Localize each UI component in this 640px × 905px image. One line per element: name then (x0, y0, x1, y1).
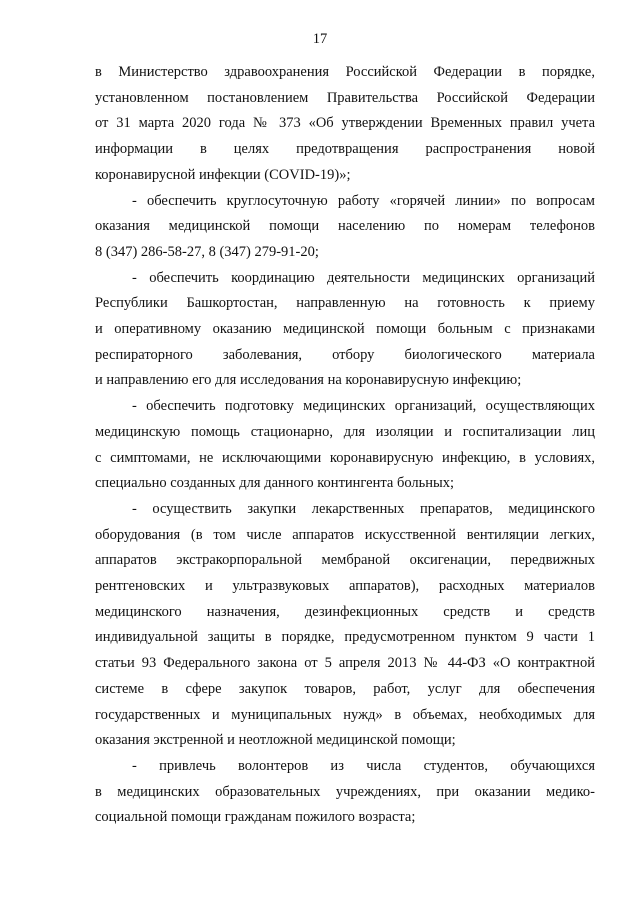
text-line: информации в целях предотвращения распространения новой (95, 141, 595, 158)
text-line: - обеспечить подготовку медицинских организаций, осуществляющих (132, 398, 595, 415)
text-line: специально созданных для данного контингента больных; (95, 475, 455, 492)
text-line: социальной помощи гражданам пожилого возраста; (95, 809, 416, 826)
text-line: оборудования (в том числе аппаратов искусственной вентиляции легких, (95, 526, 595, 543)
text-line: рентгеновских и ультразвуковых аппаратов), расходных материалов (95, 578, 595, 595)
text-line: - обеспечить координацию деятельности медицинских организаций (132, 269, 595, 286)
text-line: оказания экстренной и неотложной медицинской помощи; (95, 732, 456, 749)
text-line: с симптомами, не исключающими коронавирусную инфекцию, в условиях, (95, 449, 595, 466)
document-body (95, 60, 595, 831)
paragraph (95, 497, 595, 754)
text-line: системе в сфере закупок товаров, работ, услуг для обеспечения (95, 680, 595, 697)
text-line: государственных и муниципальных нужд» в объемах, необходимых для (95, 706, 595, 723)
paragraph (95, 754, 595, 831)
text-line: оказания медицинской помощи населению по номерам телефонов (95, 218, 595, 235)
paragraph (95, 394, 595, 497)
text-line: аппаратов экстракорпоральной мембраной оксигенации, передвижных (95, 552, 595, 569)
text-line: в медицинских образовательных учреждениях, при оказании медико- (95, 783, 595, 800)
text-line: установленном постановлением Правительства Российской Федерации (95, 89, 595, 106)
text-line: - привлечь волонтеров из числа студентов, обучающихся (132, 757, 595, 774)
text-line: - обеспечить круглосуточную работу «горячей линии» по вопросам (132, 192, 595, 209)
paragraph (95, 266, 595, 395)
page-number: 17 (312, 31, 328, 47)
paragraph (95, 189, 595, 266)
text-line: - осуществить закупки лекарственных препаратов, медицинского (132, 500, 595, 517)
text-line: и направлению его для исследования на коронавирусную инфекцию; (95, 372, 522, 389)
text-line: 8 (347) 286-58-27, 8 (347) 279-91-20; (95, 243, 319, 260)
text-line: и оперативному оказанию медицинской помощи больным с признаками (95, 321, 595, 338)
paragraph (95, 60, 595, 189)
text-line: медицинскую помощь стационарно, для изоляции и госпитализации лиц (95, 423, 595, 440)
text-line: индивидуальной защиты в порядке, предусмотренном пунктом 9 части 1 (95, 629, 595, 646)
text-line: Республики Башкортостан, направленную на готовность к приему (95, 295, 595, 312)
text-line: статьи 93 Федерального закона от 5 апреля 2013 № 44-ФЗ «О контрактной (95, 655, 595, 672)
text-line: в Министерство здравоохранения Российской Федерации в порядке, (95, 64, 595, 80)
text-line: коронавирусной инфекции (COVID-19)»; (95, 166, 351, 183)
text-line: от 31 марта 2020 года № 373 «Об утверждении Временных правил учета (95, 115, 595, 132)
text-line: медицинского назначения, дезинфекционных средств и средств (95, 603, 595, 620)
text-line: респираторного заболевания, отбору биологического материала (95, 346, 595, 363)
